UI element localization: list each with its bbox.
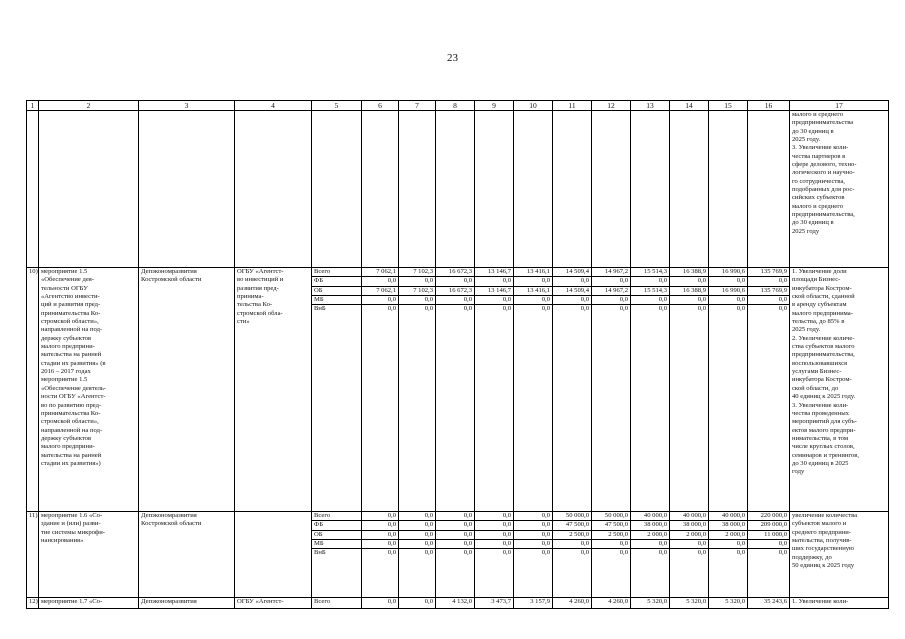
value-cell: 7 102,3 bbox=[399, 268, 436, 277]
value-cell: 14 509,4 bbox=[553, 268, 592, 277]
value-cell: 50 000,0 bbox=[592, 511, 631, 520]
value-cell: 15 514,3 bbox=[631, 268, 670, 277]
value-cell: 0,0 bbox=[475, 530, 514, 539]
table-row bbox=[27, 511, 889, 520]
value-cell: 0,0 bbox=[631, 277, 670, 286]
value-cell: 0,0 bbox=[514, 530, 553, 539]
value-cell: 0,0 bbox=[362, 530, 399, 539]
value-cell: 13 146,7 bbox=[475, 268, 514, 277]
value-cell: 0,0 bbox=[670, 277, 709, 286]
funding-source: Всего bbox=[312, 597, 362, 608]
table-row bbox=[27, 268, 889, 277]
value-cell: 0,0 bbox=[670, 540, 709, 549]
value-cell: 16 672,3 bbox=[436, 268, 475, 277]
value-cell: 0,0 bbox=[436, 305, 475, 512]
value-cell: 7 102,3 bbox=[399, 286, 436, 295]
value-cell: 0,0 bbox=[436, 511, 475, 520]
value-cell: 0,0 bbox=[475, 511, 514, 520]
row-number: 11) bbox=[27, 511, 39, 597]
budget-table bbox=[26, 100, 889, 609]
value-cell: 2 000,0 bbox=[709, 530, 748, 539]
value-cell: 0,0 bbox=[399, 549, 436, 598]
expected-result: 1. Увеличение доли площади Бизнес- инкубатора Костром- ской области, сданной в аренду субъектам малого предпринима- тельства, до 85% в 2025 году. 2. Увеличение количе- ства субъектов малого предпринимательства, воспользовавшихся услугами Бизнес- инкубатора Костром- ской области, до 40 единиц к 2025 году. 3. Увеличение коли- чества проведенных мероприятий для субъ- ектов малого предпри- нимательства, в том числе круглых столов, семинаров и тренингов, до 30 единиц в 2025 году bbox=[790, 268, 889, 512]
empty-cell bbox=[27, 111, 39, 268]
value-cell: 0,0 bbox=[553, 305, 592, 512]
value-cell: 16 388,9 bbox=[670, 286, 709, 295]
value-cell: 0,0 bbox=[631, 549, 670, 598]
value-cell: 0,0 bbox=[514, 277, 553, 286]
funding-source: ВнБ bbox=[312, 305, 362, 512]
value-cell: 0,0 bbox=[362, 521, 399, 530]
value-cell: 0,0 bbox=[592, 540, 631, 549]
measure-name: мероприятие 1.7 «Со- bbox=[39, 597, 139, 608]
value-cell: 40 000,0 bbox=[709, 511, 748, 520]
value-cell: 5 320,0 bbox=[670, 597, 709, 608]
empty-cell bbox=[399, 111, 436, 268]
header-col: 17 bbox=[790, 101, 889, 111]
expected-result: увеличение количества субъектов малого и среднего предприни- мательства, получив- ших государственную поддержку, до 50 единиц к 2025 году bbox=[790, 511, 889, 597]
empty-cell bbox=[475, 111, 514, 268]
empty-cell bbox=[670, 111, 709, 268]
expected-result: 1. Увеличение коли- bbox=[790, 597, 889, 608]
value-cell: 14 967,2 bbox=[592, 268, 631, 277]
header-row bbox=[27, 101, 889, 111]
value-cell: 0,0 bbox=[592, 277, 631, 286]
value-cell: 0,0 bbox=[553, 296, 592, 305]
co-executor: ОГБУ «Агентст- во инвестиций и развития пред- принима- тельства Ко- стромской обла- сти» bbox=[235, 268, 312, 512]
value-cell: 0,0 bbox=[436, 530, 475, 539]
value-cell: 0,0 bbox=[670, 305, 709, 512]
value-cell: 0,0 bbox=[436, 296, 475, 305]
value-cell: 0,0 bbox=[748, 305, 790, 512]
value-cell: 0,0 bbox=[514, 521, 553, 530]
value-cell: 5 320,0 bbox=[631, 597, 670, 608]
value-cell: 3 157,9 bbox=[514, 597, 553, 608]
value-cell: 13 416,1 bbox=[514, 286, 553, 295]
empty-cell bbox=[436, 111, 475, 268]
value-cell: 0,0 bbox=[514, 511, 553, 520]
header-col: 9 bbox=[475, 101, 514, 111]
header-col: 16 bbox=[748, 101, 790, 111]
value-cell: 0,0 bbox=[475, 305, 514, 512]
value-cell: 0,0 bbox=[514, 540, 553, 549]
value-cell: 5 320,0 bbox=[709, 597, 748, 608]
empty-cell bbox=[235, 111, 312, 268]
value-cell: 16 672,3 bbox=[436, 286, 475, 295]
value-cell: 0,0 bbox=[436, 540, 475, 549]
value-cell: 16 990,6 bbox=[709, 286, 748, 295]
value-cell: 0,0 bbox=[670, 296, 709, 305]
value-cell: 0,0 bbox=[475, 540, 514, 549]
value-cell: 0,0 bbox=[475, 521, 514, 530]
value-cell: 15 514,3 bbox=[631, 286, 670, 295]
header-col: 15 bbox=[709, 101, 748, 111]
value-cell: 0,0 bbox=[399, 305, 436, 512]
value-cell: 38 000,0 bbox=[670, 521, 709, 530]
funding-source: ФБ bbox=[312, 277, 362, 286]
value-cell: 2 000,0 bbox=[670, 530, 709, 539]
measure-name: мероприятие 1.6 «Со- здание и (или) разви- тие системы микрофи- нансирования» bbox=[39, 511, 139, 597]
value-cell: 0,0 bbox=[748, 549, 790, 598]
value-cell: 0,0 bbox=[709, 549, 748, 598]
value-cell: 0,0 bbox=[362, 549, 399, 598]
header-col: 11 bbox=[553, 101, 592, 111]
responsible-executor: Депэкономразвития Костромской области bbox=[139, 268, 235, 512]
value-cell: 0,0 bbox=[631, 305, 670, 512]
value-cell: 16 388,9 bbox=[670, 268, 709, 277]
header-col: 12 bbox=[592, 101, 631, 111]
value-cell: 0,0 bbox=[362, 277, 399, 286]
value-cell: 0,0 bbox=[553, 540, 592, 549]
header-col: 6 bbox=[362, 101, 399, 111]
header-col: 4 bbox=[235, 101, 312, 111]
value-cell: 0,0 bbox=[748, 296, 790, 305]
value-cell: 38 000,0 bbox=[631, 521, 670, 530]
continuation-row bbox=[27, 111, 889, 268]
value-cell: 0,0 bbox=[514, 549, 553, 598]
value-cell: 0,0 bbox=[399, 277, 436, 286]
value-cell: 0,0 bbox=[709, 305, 748, 512]
empty-cell bbox=[709, 111, 748, 268]
value-cell: 16 990,6 bbox=[709, 268, 748, 277]
empty-cell bbox=[139, 111, 235, 268]
value-cell: 0,0 bbox=[436, 549, 475, 598]
empty-cell bbox=[514, 111, 553, 268]
header-col: 1 bbox=[27, 101, 39, 111]
empty-cell bbox=[748, 111, 790, 268]
value-cell: 0,0 bbox=[748, 540, 790, 549]
value-cell: 2 500,0 bbox=[553, 530, 592, 539]
value-cell: 0,0 bbox=[709, 296, 748, 305]
value-cell: 135 769,9 bbox=[748, 286, 790, 295]
value-cell: 47 500,0 bbox=[592, 521, 631, 530]
value-cell: 4 260,0 bbox=[553, 597, 592, 608]
empty-cell bbox=[553, 111, 592, 268]
funding-source: Всего bbox=[312, 268, 362, 277]
value-cell: 35 243,6 bbox=[748, 597, 790, 608]
value-cell: 0,0 bbox=[362, 540, 399, 549]
value-cell: 0,0 bbox=[670, 549, 709, 598]
empty-cell bbox=[362, 111, 399, 268]
empty-cell bbox=[592, 111, 631, 268]
value-cell: 0,0 bbox=[475, 549, 514, 598]
value-cell: 0,0 bbox=[475, 296, 514, 305]
responsible-executor: Депэкономразвития bbox=[139, 597, 235, 608]
funding-source: МБ bbox=[312, 296, 362, 305]
value-cell: 0,0 bbox=[362, 511, 399, 520]
empty-cell bbox=[312, 111, 362, 268]
value-cell: 50 000,0 bbox=[553, 511, 592, 520]
value-cell: 40 000,0 bbox=[631, 511, 670, 520]
funding-source: ОБ bbox=[312, 286, 362, 295]
funding-source: ОБ bbox=[312, 530, 362, 539]
value-cell: 0,0 bbox=[553, 277, 592, 286]
funding-source: ФБ bbox=[312, 521, 362, 530]
value-cell: 13 416,1 bbox=[514, 268, 553, 277]
value-cell: 3 473,7 bbox=[475, 597, 514, 608]
header-col: 10 bbox=[514, 101, 553, 111]
table-row bbox=[27, 597, 889, 608]
value-cell: 0,0 bbox=[514, 305, 553, 512]
value-cell: 0,0 bbox=[709, 540, 748, 549]
value-cell: 0,0 bbox=[362, 597, 399, 608]
header-col: 3 bbox=[139, 101, 235, 111]
value-cell: 0,0 bbox=[362, 296, 399, 305]
value-cell: 135 769,9 bbox=[748, 268, 790, 277]
value-cell: 0,0 bbox=[399, 530, 436, 539]
row-number: 10) bbox=[27, 268, 39, 512]
empty-cell bbox=[39, 111, 139, 268]
value-cell: 0,0 bbox=[399, 296, 436, 305]
header-col: 8 bbox=[436, 101, 475, 111]
value-cell: 0,0 bbox=[475, 277, 514, 286]
header-col: 7 bbox=[399, 101, 436, 111]
value-cell: 0,0 bbox=[631, 540, 670, 549]
funding-source: ВнБ bbox=[312, 549, 362, 598]
value-cell: 0,0 bbox=[592, 549, 631, 598]
value-cell: 14 509,4 bbox=[553, 286, 592, 295]
funding-source: Всего bbox=[312, 511, 362, 520]
value-cell: 0,0 bbox=[631, 296, 670, 305]
empty-cell bbox=[631, 111, 670, 268]
page-number: 23 bbox=[447, 52, 458, 64]
value-cell: 4 260,0 bbox=[592, 597, 631, 608]
header-col: 2 bbox=[39, 101, 139, 111]
value-cell: 14 967,2 bbox=[592, 286, 631, 295]
value-cell: 0,0 bbox=[514, 296, 553, 305]
value-cell: 0,0 bbox=[592, 305, 631, 512]
value-cell: 38 000,0 bbox=[709, 521, 748, 530]
value-cell: 0,0 bbox=[399, 521, 436, 530]
funding-source: МБ bbox=[312, 540, 362, 549]
value-cell: 13 146,7 bbox=[475, 286, 514, 295]
value-cell: 0,0 bbox=[399, 540, 436, 549]
value-cell: 0,0 bbox=[436, 521, 475, 530]
row-number: 12) bbox=[27, 597, 39, 608]
header-col: 14 bbox=[670, 101, 709, 111]
value-cell: 0,0 bbox=[553, 549, 592, 598]
co-executor bbox=[235, 511, 312, 597]
responsible-executor: Депэкономразвития Костромской области bbox=[139, 511, 235, 597]
co-executor: ОГБУ «Агентст- bbox=[235, 597, 312, 608]
value-cell: 0,0 bbox=[748, 277, 790, 286]
value-cell: 0,0 bbox=[399, 511, 436, 520]
value-cell: 7 062,1 bbox=[362, 268, 399, 277]
result-text: малого и среднего предпринимательства до 30 единиц в 2025 году. 3. Увеличение коли- чества партнеров в сфере делового, техно- логического и научно- го сотрудничества, подобранных для рос- сийских субъектов малого и среднего предпринимательства, до 30 единиц в 2025 году bbox=[790, 111, 889, 268]
header-col: 13 bbox=[631, 101, 670, 111]
value-cell: 2 500,0 bbox=[592, 530, 631, 539]
value-cell: 2 000,0 bbox=[631, 530, 670, 539]
value-cell: 0,0 bbox=[592, 296, 631, 305]
value-cell: 7 062,1 bbox=[362, 286, 399, 295]
value-cell: 47 500,0 bbox=[553, 521, 592, 530]
header-col: 5 bbox=[312, 101, 362, 111]
value-cell: 0,0 bbox=[709, 277, 748, 286]
value-cell: 220 000,0 bbox=[748, 511, 790, 520]
value-cell: 4 132,0 bbox=[436, 597, 475, 608]
value-cell: 40 000,0 bbox=[670, 511, 709, 520]
value-cell: 209 000,0 bbox=[748, 521, 790, 530]
value-cell: 0,0 bbox=[436, 277, 475, 286]
value-cell: 0,0 bbox=[362, 305, 399, 512]
measure-name: мероприятие 1.5 «Обеспечение дея- тельности ОГБУ «Агентство инвести- ций и развития пред- принимательства Ко- стромской области», направленной на под- держку субъектов малого предприни- мательства на ранней стадии их развития» (в 2016 – 2017 годах мероприятие 1.5 «Обеспечение деятель- ности ОГБУ «Агентст- во по развитию пред- принимательства Ко- стромской области», направленной на под- держку субъектов малого предприни- мательства на ранней стадии их развития») bbox=[39, 268, 139, 512]
value-cell: 0,0 bbox=[399, 597, 436, 608]
value-cell: 11 000,0 bbox=[748, 530, 790, 539]
